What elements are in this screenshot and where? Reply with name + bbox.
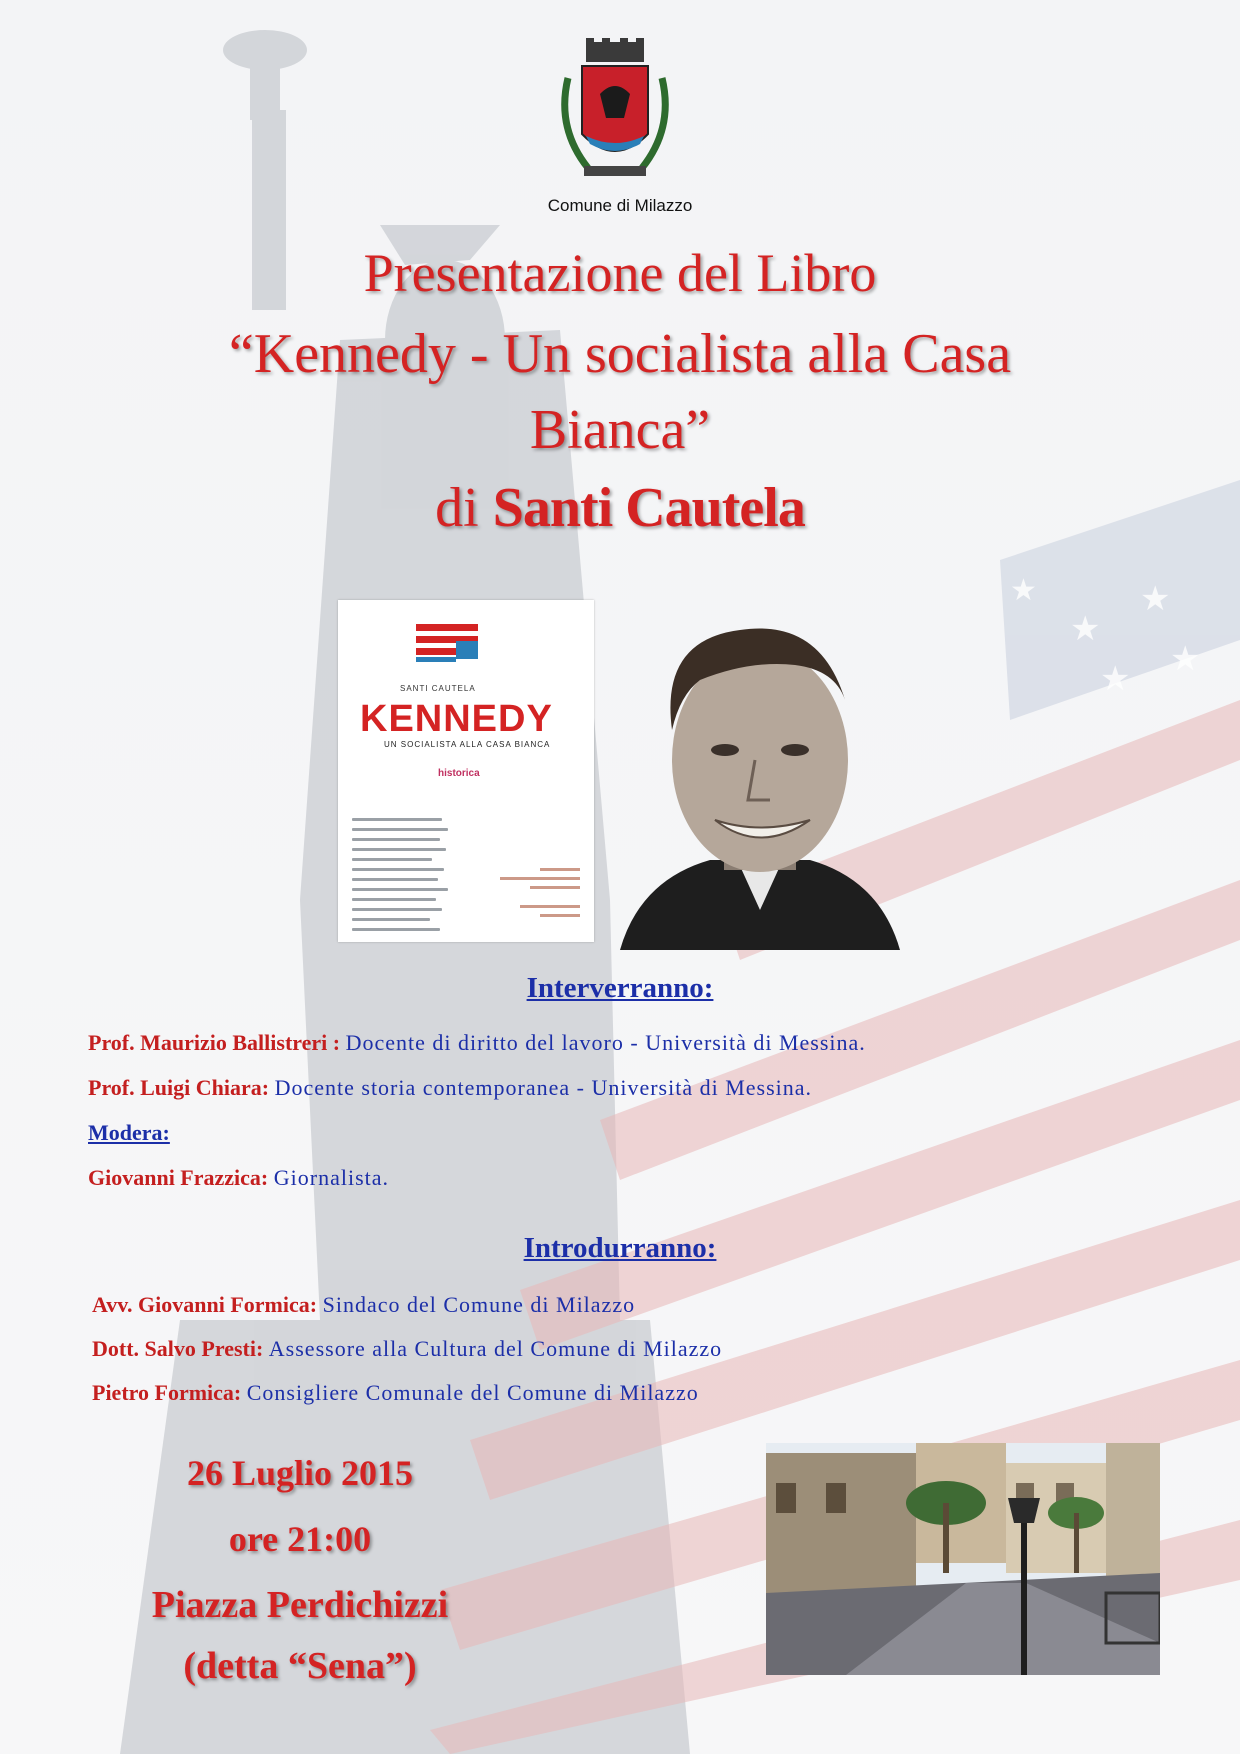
svg-text:★: ★ — [1170, 641, 1201, 678]
moderator-heading-row — [88, 1120, 170, 1146]
coat-of-arms-icon — [548, 38, 682, 188]
book-cover-image — [338, 600, 594, 942]
moderator-row — [88, 1165, 389, 1191]
moderator-heading: Modera: — [88, 1120, 170, 1145]
cover-side-text — [490, 868, 580, 923]
event-place: Piazza Perdichizzi — [151, 1584, 449, 1626]
speaker-name: Prof. Maurizio Ballistreri : — [88, 1030, 341, 1055]
cover-publisher: historica — [438, 768, 480, 779]
flag-logo-icon — [416, 624, 478, 664]
cover-author: SANTI CAUTELA — [400, 684, 476, 693]
introducer-role: Assessore alla Cultura del Comune di Milazzo — [268, 1336, 723, 1361]
speaker-name: Prof. Luigi Chiara: — [88, 1075, 270, 1100]
title-block — [100, 240, 1140, 546]
svg-text:★: ★ — [1070, 611, 1101, 648]
svg-text:★: ★ — [1100, 661, 1131, 698]
kennedy-portrait-image — [620, 610, 900, 950]
speakers-heading: Interverranno: — [526, 972, 714, 1004]
introducer-row — [92, 1336, 722, 1362]
introducers-heading: Introdurranno: — [523, 1232, 717, 1264]
introducer-name: Dott. Salvo Presti: — [92, 1336, 264, 1361]
moderator-name: Giovanni Frazzica: — [88, 1165, 269, 1190]
introducers-heading-wrap — [0, 1232, 1240, 1265]
event-date: 26 Luglio 2015 — [186, 1453, 414, 1493]
cover-title: KENNEDY — [360, 698, 553, 740]
moderator-role: Giornalista. — [273, 1165, 390, 1190]
svg-text:★: ★ — [1140, 581, 1171, 618]
event-place-alias: (detta “Sena”) — [183, 1645, 417, 1687]
cover-subtitle: UN SOCIALISTA ALLA CASA BIANCA — [384, 740, 551, 749]
by-prefix: di — [435, 477, 479, 539]
presentation-heading: Presentazione del Libro — [363, 243, 877, 303]
speakers-heading-wrap — [0, 972, 1240, 1005]
book-title-line-1: “Kennedy - Un socialista alla Casa — [228, 323, 1012, 385]
cover-blurb-text — [352, 818, 452, 938]
speaker-role: Docente di diritto del lavoro - Università di Messina. — [345, 1030, 866, 1055]
piazza-photo-image — [766, 1443, 1160, 1675]
author-name: Santi Cautela — [492, 477, 805, 539]
introducer-row — [92, 1380, 699, 1406]
svg-text:★: ★ — [1010, 574, 1037, 607]
author-line — [100, 470, 1140, 546]
introducer-name: Pietro Formica: — [92, 1380, 242, 1405]
introducer-role: Sindaco del Comune di Milazzo — [322, 1292, 636, 1317]
speaker-row — [88, 1030, 866, 1056]
introducer-role: Consigliere Comunale del Comune di Milazzo — [246, 1380, 699, 1405]
introducer-name: Avv. Giovanni Formica: — [92, 1292, 318, 1317]
speaker-row — [88, 1075, 812, 1101]
speaker-role: Docente storia contemporanea - Università di Messina. — [274, 1075, 813, 1100]
event-time: ore 21:00 — [228, 1519, 372, 1559]
event-info — [80, 1440, 520, 1694]
book-title-line-2: Bianca” — [529, 399, 711, 461]
municipality-label: Comune di Milazzo — [547, 196, 693, 215]
introducer-row — [92, 1292, 635, 1318]
